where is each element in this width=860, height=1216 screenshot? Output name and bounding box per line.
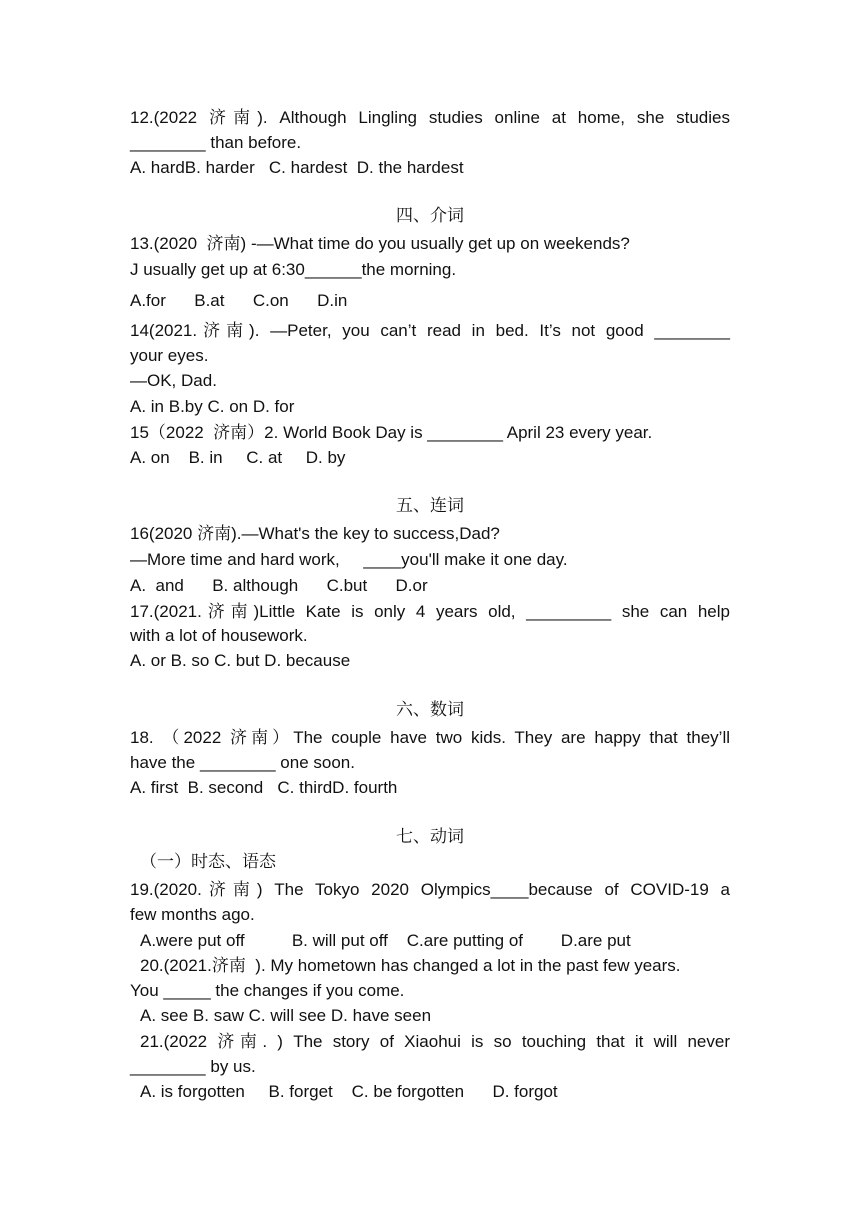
q14-options: A. in B.by C. on D. for: [130, 397, 295, 416]
q21-line2: ________ by us.: [130, 1057, 256, 1076]
section-6-heading: 六、数词: [396, 700, 464, 720]
q16-line2: —More time and hard work, ____you'll make it one day.: [130, 550, 568, 569]
q19-line1: 19.(2020.济南) The Tokyo 2020 Olympics____because of COVID-19 a: [130, 880, 730, 899]
q13-line2: J usually get up at 6:30______the morning.: [130, 260, 457, 279]
q20-line2: You _____ the changes if you come.: [130, 981, 405, 1000]
q16-options: A. and B. although C.but D.or: [130, 576, 428, 595]
section-7-subheading: （一）时态、语态: [140, 852, 276, 872]
q20-line1: 20.(2021.济南 ). My hometown has changed a lot in the past few years.: [140, 956, 681, 975]
q17-line1: 17.(2021.济南)Little Kate is only 4 years old, _________ she can help: [130, 602, 730, 621]
q18-options: A. first B. second C. thirdD. fourth: [130, 778, 398, 797]
q13-line1: 13.(2020 济南) -—What time do you usually get up on weekends?: [130, 234, 630, 253]
q17-options: A. or B. so C. but D. because: [130, 651, 351, 670]
section-4-heading: 四、介词: [396, 206, 464, 226]
q18-line1: 18. （2022 济南）The couple have two kids. They are happy that they’ll: [130, 728, 730, 747]
q18-line2: have the ________ one soon.: [130, 753, 355, 772]
q12-line2: ________ than before.: [130, 133, 302, 152]
q19-options: A.were put off B. will put off C.are putting of D.are put: [140, 931, 631, 950]
q21-options: A. is forgotten B. forget C. be forgotten D. forgot: [140, 1082, 558, 1101]
q13-options: A.for B.at C.on D.in: [130, 291, 348, 310]
q21-line1: 21.(2022 济南. ) The story of Xiaohui is so touching that it will never: [140, 1032, 730, 1051]
q16-line1: 16(2020 济南).—What's the key to success,Dad?: [130, 524, 500, 543]
q15-line1: 15（2022 济南）2. World Book Day is ________ April 23 every year.: [130, 423, 653, 442]
q14-line2: your eyes.: [130, 346, 209, 365]
q17-line2: with a lot of housework.: [130, 626, 308, 645]
q20-options: A. see B. saw C. will see D. have seen: [140, 1006, 432, 1025]
section-5-heading: 五、连词: [396, 496, 464, 516]
q15-options: A. on B. in C. at D. by: [130, 448, 346, 467]
q14-line3: —OK, Dad.: [130, 371, 217, 390]
q19-line2: few months ago.: [130, 905, 255, 924]
q12-line1: 12.(2022 济南). Although Lingling studies online at home, she studies: [130, 108, 730, 127]
section-7-heading: 七、动词: [396, 827, 464, 847]
q14-line1: 14(2021.济南). —Peter, you can’t read in bed. It’s not good ________: [130, 321, 730, 340]
q12-options: A. hardB. harder C. hardest D. the hardest: [130, 158, 464, 177]
